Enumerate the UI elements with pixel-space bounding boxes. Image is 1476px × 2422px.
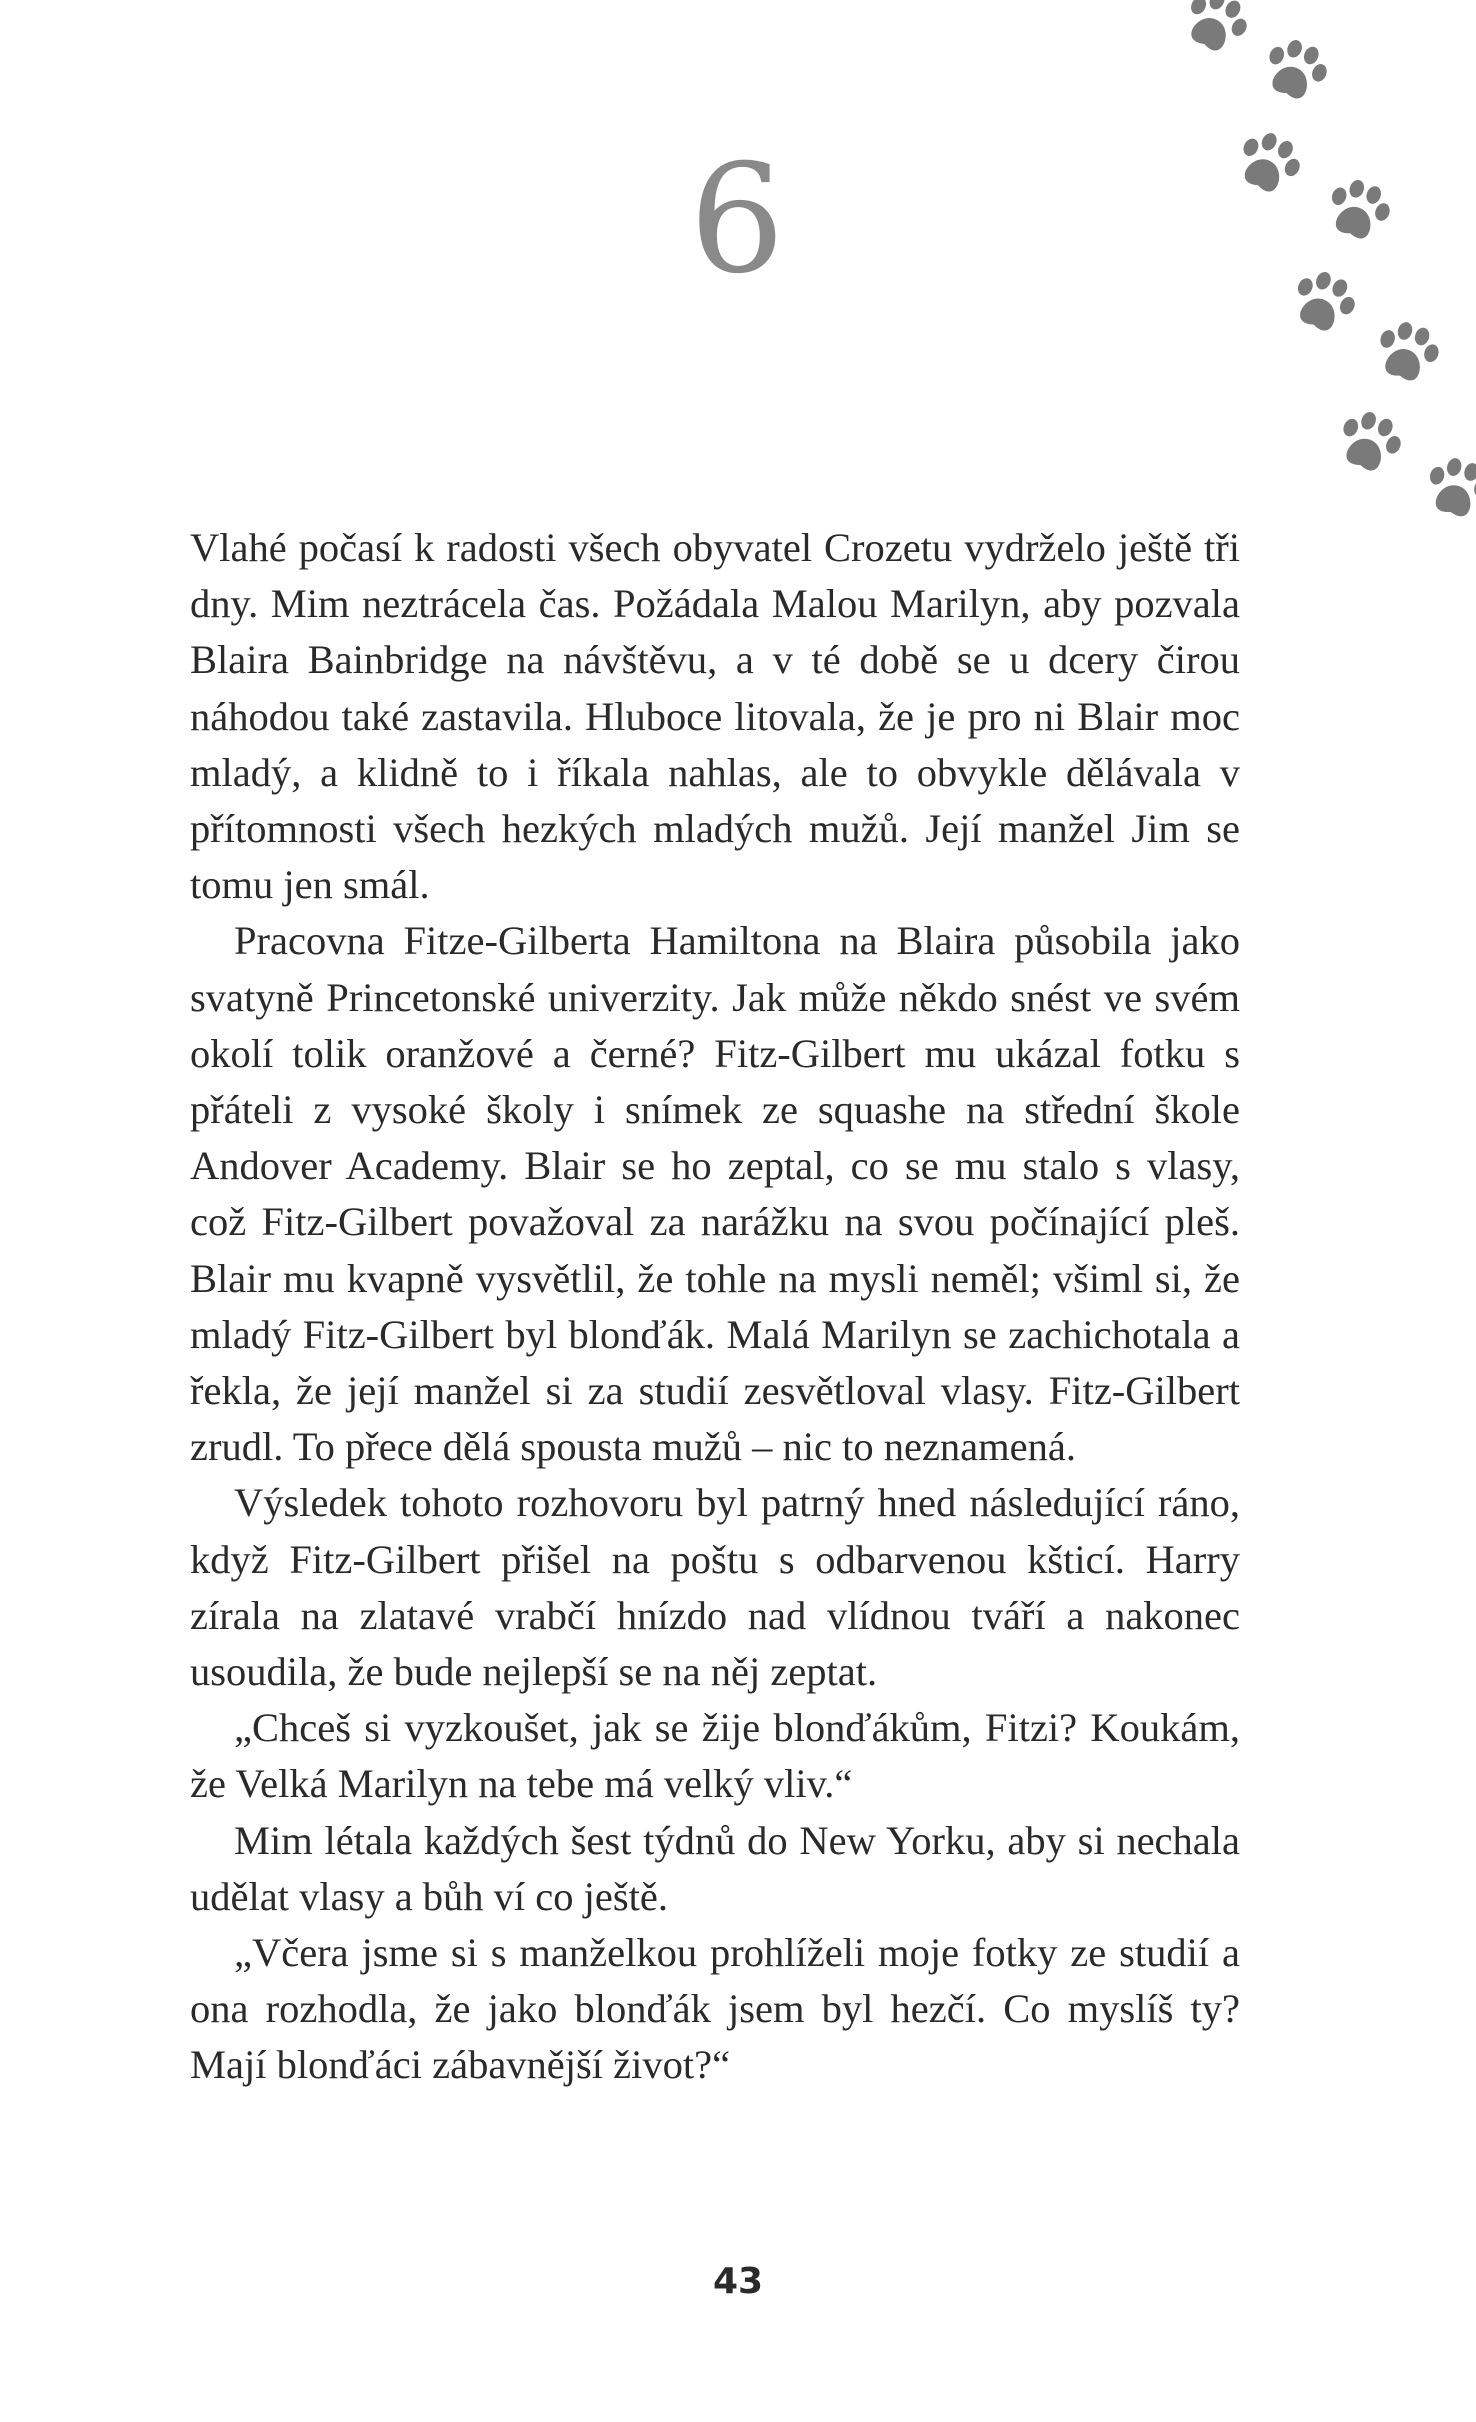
paragraph: „Včera jsme si s manželkou prohlíželi moje fotky ze studií a ona rozhodla, že jako blonďák jsem byl hezčí. Co myslíš ty? Mají blonďáci zábavnější život?“ [190, 1930, 1240, 2088]
paw-print-icon [1364, 312, 1452, 395]
paw-print-icon [1325, 401, 1416, 487]
chapter-body-text [190, 520, 1240, 2094]
paw-print-icon [1415, 449, 1476, 530]
paragraph: Mim létala každých šest týdnů do New Yorku, aby si nechala udělat vlasy a bůh ví co ještě. [190, 1817, 1240, 1919]
paw-print-trail [1140, 0, 1476, 540]
paw-print-icon [1278, 260, 1370, 348]
paw-print-icon [1314, 170, 1404, 255]
paw-print-icon [1223, 120, 1316, 209]
page-number: 43 [712, 2261, 764, 2302]
paragraph: Výsledek tohoto rozhovoru byl patrný hned následující ráno, když Fitz-Gilbert přišel na poštu s odbarvenou kšticí. Harry zírala na zlatavé vrabčí hnízdo nad vlídnou tváří a nakonec usoudila, že bude nejlepší se na něj zeptat. [190, 1480, 1240, 1695]
paw-print-icon [1251, 29, 1342, 115]
chapter-number: 6 [689, 133, 787, 307]
paragraph: Pracovna Fitze-Gilberta Hamiltona na Blaira působila jako svatyně Princetonské univerzity. Jak může někdo snést ve svém okolí tolik oranžové a černé? Fitz-Gilbert mu ukázal fotku s přáteli z vysoké školy i snímek ze squashe na střední škole Andover Academy. Blair se ho zeptal, co se mu stalo s vlasy, což Fitz-Gilbert považoval za narážku na svou počínající pleš. Blair mu kvapně vysvětlil, že tohle na mysli neměl; všiml si, že mladý Fitz-Gilbert byl blonďák. Malá Marilyn se zachichotala a řekla, že její manžel si za studií zesvětloval vlasy. Fitz-Gilbert zrudl. To přece dělá spousta mužů – nic to neznamená. [190, 918, 1240, 1470]
paw-print-icon [1169, 0, 1263, 69]
paragraph: Vlahé počasí k radosti všech obyvatel Crozetu vydrželo ještě tři dny. Mim neztrácela čas. Požádala Malou Marilyn, aby pozvala Blaira Bainbridge na návštěvu, a v té době se u dcery čirou náhodou také zastavila. Hluboce litovala, že je pro ni Blair moc mladý, a klidně to i říkala nahlas, ale to obvykle dělávala v přítomnosti všech hezkých mladých mužů. Její manžel Jim se tomu jen smál. [190, 525, 1240, 908]
paragraph: „Chceš si vyzkoušet, jak se žije blonďákům, Fitzi? Koukám, že Velká Marilyn na tebe má velký vliv.“ [190, 1705, 1240, 1807]
